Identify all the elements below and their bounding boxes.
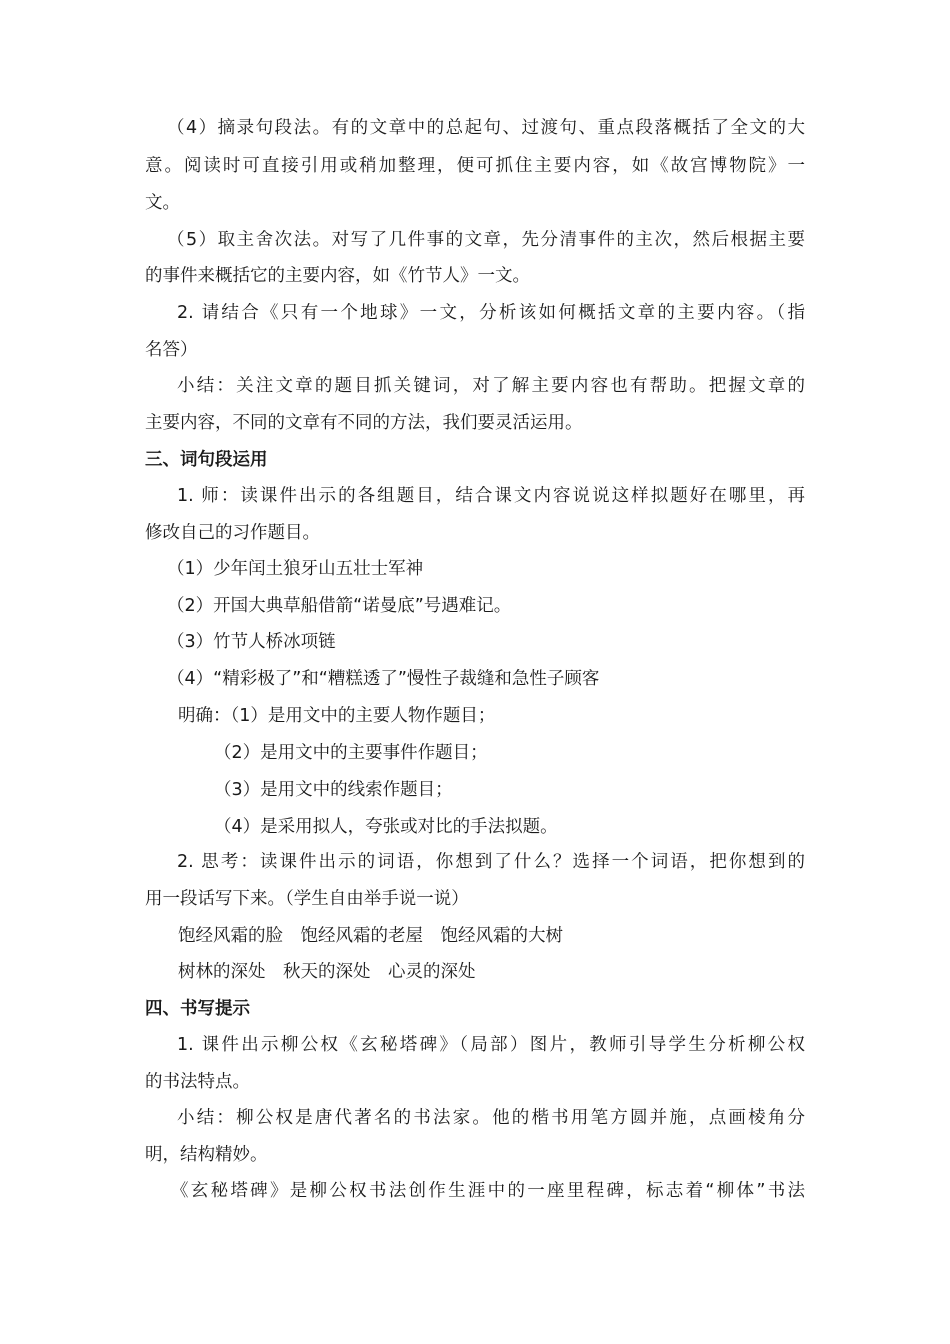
- list-item: （2）开国大典草船借箭“诺曼底”号遇难记。: [167, 596, 512, 616]
- word-group-2: 树林的深处 秋天的深处 心灵的深处: [178, 962, 476, 982]
- section-3-item-2-line-1: 2. 思考：读课件出示的词语，你想到了什么？选择一个词语，把你想到的: [177, 852, 805, 872]
- section-4-summary-line-2: 明，结构精妙。: [145, 1145, 268, 1165]
- summary-1-line-2: 主要内容，不同的文章有不同的方法，我们要灵活运用。: [145, 413, 583, 433]
- list-item: （1）少年闰土狼牙山五壮士军神: [167, 559, 424, 579]
- word-group-1: 饱经风霜的脸 饱经风霜的老屋 饱经风霜的大树: [178, 926, 563, 946]
- section-3-item-2-line-2: 用一段话写下来。（学生自由举手说一说）: [145, 889, 469, 909]
- question-2-line-1: 2. 请结合《只有一个地球》一文，分析该如何概括文章的主要内容。（指: [177, 303, 805, 323]
- clarify-item: 明确：（1）是用文中的主要人物作题目；: [178, 706, 496, 726]
- section-4-summary-line-1: 小结：柳公权是唐代著名的书法家。他的楷书用笔方圆并施，点画棱角分: [177, 1108, 805, 1128]
- paragraph-5-line-1: （5）取主舍次法。对写了几件事的文章，先分清事件的主次，然后根据主要: [167, 230, 805, 250]
- clarify-item: （4）是采用拟人，夸张或对比的手法拟题。: [214, 817, 558, 837]
- section-4-item-1-line-1: 1. 课件出示柳公权《玄秘塔碑》（局部）图片，教师引导学生分析柳公权: [177, 1035, 805, 1055]
- section-4-last-line: 《玄秘塔碑》是柳公权书法创作生涯中的一座里程碑，标志着“柳体”书法: [171, 1181, 805, 1201]
- paragraph-5-line-2: 的事件来概括它的主要内容，如《竹节人》一文。: [145, 266, 530, 286]
- clarify-item: （3）是用文中的线索作题目；: [214, 780, 453, 800]
- section-3-heading: 三、词句段运用: [145, 450, 268, 470]
- paragraph-4-line-2: 意。阅读时可直接引用或稍加整理，便可抓住主要内容，如《故宫博物院》一: [145, 156, 805, 176]
- list-item: （3）竹节人桥冰项链: [167, 632, 336, 652]
- paragraph-4-line-3: 文。: [145, 193, 180, 213]
- section-4-item-1-line-2: 的书法特点。: [145, 1072, 250, 1092]
- list-item: （4）“精彩极了”和“糟糕透了”慢性子裁缝和急性子顾客: [167, 669, 600, 689]
- section-3-item-1-line-2: 修改自己的习作题目。: [145, 523, 320, 543]
- section-4-heading: 四、书写提示: [145, 999, 250, 1019]
- paragraph-4-line-1: （4）摘录句段法。有的文章中的总起句、过渡句、重点段落概括了全文的大: [167, 118, 805, 138]
- section-3-item-1-line-1: 1. 师：读课件出示的各组题目，结合课文内容说说这样拟题好在哪里，再: [177, 486, 805, 506]
- question-2-line-2: 名答）: [145, 340, 198, 360]
- summary-1-line-1: 小结：关注文章的题目抓关键词，对了解主要内容也有帮助。把握文章的: [177, 376, 805, 396]
- clarify-item: （2）是用文中的主要事件作题目；: [214, 743, 488, 763]
